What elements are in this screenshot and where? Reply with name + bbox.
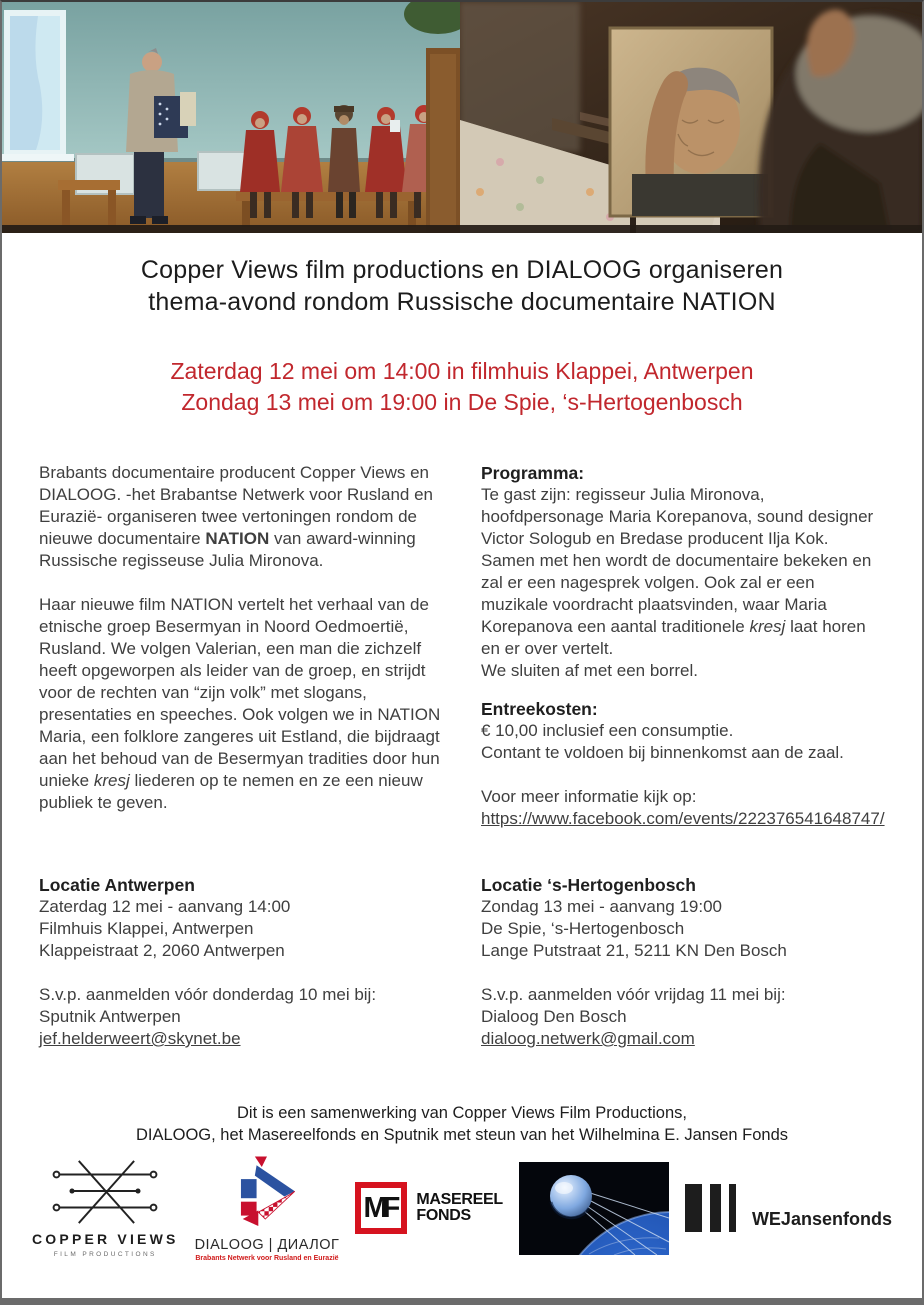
- wejansen-name: WEJansenfonds: [751, 1208, 892, 1229]
- more-info: [481, 786, 885, 830]
- photo-film-still-accordion-room: [2, 2, 460, 233]
- entree-price: € 10,00 inclusief een consumptie.: [481, 721, 734, 740]
- den-bosch-email-link[interactable]: dialoog.netwerk@gmail.com: [481, 1029, 695, 1048]
- entreekosten-body: [481, 720, 885, 764]
- dialoog-triangle-icon: [234, 1154, 300, 1232]
- facebook-event-link[interactable]: https://www.facebook.com/events/222376541648747/: [481, 809, 885, 828]
- programma-text: Te gast zijn: regisseur Julia Mironova, hoofdpersonage Maria Korepanova, sound designer Victor Sologub en Bredase producent Ilja Kok. Samen met hen wordt de documentaire bekeken en zal er een nagesprek volgen. Ook zal er een muzikale voordracht plaatsvinden, waar Maria Korepanova een aantal traditionele: [481, 485, 874, 636]
- logo-masereel-fonds: [355, 1182, 503, 1234]
- location-den-bosch-address: Lange Putstraat 21, 5211 KN Den Bosch: [481, 941, 787, 960]
- intro-p1-text: Brabants documentaire producent Copper Views en DIALOOG. -het Brabantse Netwerk voor Rusland en Eurazië- organiseren twee vertoningen rondom de nieuwe documentaire: [39, 463, 434, 548]
- intro-p2-text: Haar nieuwe film NATION vertelt het verhaal van de etnische groep Besermyan in Noord Oedmoertië, Rusland. We volgen Valerian, een man die zichzelf heeft opgeworpen als leider van de groep, en strijdt voor de rechten van “zijn volk” met slogans, presentaties en speeches. Ook volgen we in NATION Maria, een folklore zangeres uit Estland, die bijdraagt aan het behoud van de Besermyan tradities door hun unieke: [39, 595, 441, 790]
- event-dates: [2, 356, 922, 418]
- programma-body: [481, 484, 885, 682]
- location-antwerpen-address: Klappeistraat 2, 2060 Antwerpen: [39, 941, 285, 960]
- location-den-bosch-date: Zondag 13 mei - aanvang 19:00: [481, 897, 723, 916]
- programma-heading: Programma:: [481, 463, 585, 483]
- location-antwerpen: [39, 874, 441, 1050]
- location-den-bosch-venue: De Spie, ‘s-Hertogenbosch: [481, 919, 685, 938]
- photo-film-still-elderly-woman-mirror: [460, 2, 922, 233]
- masereel-mf-badge-icon: [355, 1182, 407, 1234]
- location-den-bosch: [481, 874, 885, 1050]
- logo-wejansenfonds: [685, 1184, 892, 1232]
- copper-views-subtitle: FILM PRODUCTIONS: [53, 1250, 157, 1258]
- page-title: [2, 254, 922, 318]
- programma-closing: We sluiten af met een borrel.: [481, 661, 699, 680]
- logo-dialoog: [195, 1154, 340, 1262]
- location-den-bosch-rsvp: S.v.p. aanmelden vóór vrijdag 11 mei bij:: [481, 985, 786, 1004]
- copper-views-mark-icon: [46, 1159, 164, 1225]
- location-antwerpen-rsvp: S.v.p. aanmelden vóór donderdag 10 mei bij:: [39, 985, 377, 1004]
- copper-views-name: COPPER VIEWS: [32, 1230, 179, 1247]
- entree-payment: Contant te voldoen bij binnenkomst aan de zaal.: [481, 743, 844, 762]
- title-line-1: Copper Views film productions en DIALOOG organiseren: [140, 256, 784, 284]
- antwerpen-email-link[interactable]: jef.helderweert@skynet.be: [39, 1029, 241, 1048]
- intro-paragraph-1: [39, 462, 441, 572]
- masereel-name-line-2: FONDS: [416, 1207, 471, 1224]
- cooperation-line-2: DIALOOG, het Masereelfonds en Sputnik met steun van het Wilhelmina E. Jansen Fonds: [135, 1126, 789, 1144]
- programma-text-end: laat horen en er over vertelt.: [481, 617, 866, 658]
- date-line-antwerpen: Zaterdag 12 mei om 14:00 in filmhuis Klappei, Antwerpen: [170, 358, 754, 384]
- photo-strip-divider: [2, 225, 922, 233]
- masereel-initials: MF: [363, 1191, 396, 1224]
- date-line-den-bosch: Zondag 13 mei om 19:00 in De Spie, ‘s-Hertogenbosch: [181, 389, 743, 415]
- programma-italic-kresj: kresj: [749, 617, 786, 636]
- dialoog-subtitle: Brabants Netwerk voor Rusland en Eurazië: [195, 1255, 339, 1262]
- location-den-bosch-org: Dialoog Den Bosch: [481, 1007, 627, 1026]
- cooperation-line-1: Dit is een samenwerking van Copper Views Film Productions,: [237, 1104, 687, 1122]
- intro-p1-bold-nation: NATION: [205, 529, 270, 548]
- title-line-2: thema-avond rondom Russische documentaire NATION: [148, 288, 776, 316]
- location-antwerpen-venue: Filmhuis Klappei, Antwerpen: [39, 919, 254, 938]
- location-den-bosch-heading: Locatie ‘s-Hertogenbosch: [481, 875, 696, 895]
- location-antwerpen-org: Sputnik Antwerpen: [39, 1007, 181, 1026]
- cooperation-note: [2, 1102, 922, 1146]
- partner-logos-row: [2, 1158, 922, 1262]
- intro-p2-text-end: liederen op te nemen en ze een nieuw publiek te geven.: [39, 771, 423, 812]
- location-antwerpen-heading: Locatie Antwerpen: [39, 875, 195, 895]
- masereel-name-line-1: MASEREEL: [416, 1191, 503, 1208]
- location-antwerpen-date: Zaterdag 12 mei - aanvang 14:00: [39, 897, 291, 916]
- intro-p1-text-end: van award-winning Russische regisseuse Julia Mironova.: [39, 529, 416, 570]
- entreekosten-heading: Entreekosten:: [481, 699, 598, 719]
- wejansen-bars-icon: [685, 1184, 736, 1232]
- logo-copper-views: [32, 1159, 179, 1258]
- sputnik-satellite-image: [519, 1162, 669, 1255]
- intro-p2-italic-kresj: kresj: [93, 771, 130, 790]
- intro-paragraph-2: [39, 594, 441, 814]
- photo-strip: [2, 2, 922, 233]
- more-info-label: Voor meer informatie kijk op:: [481, 787, 697, 806]
- dialoog-name: DIALOOG | ДИАЛОГ: [194, 1237, 340, 1253]
